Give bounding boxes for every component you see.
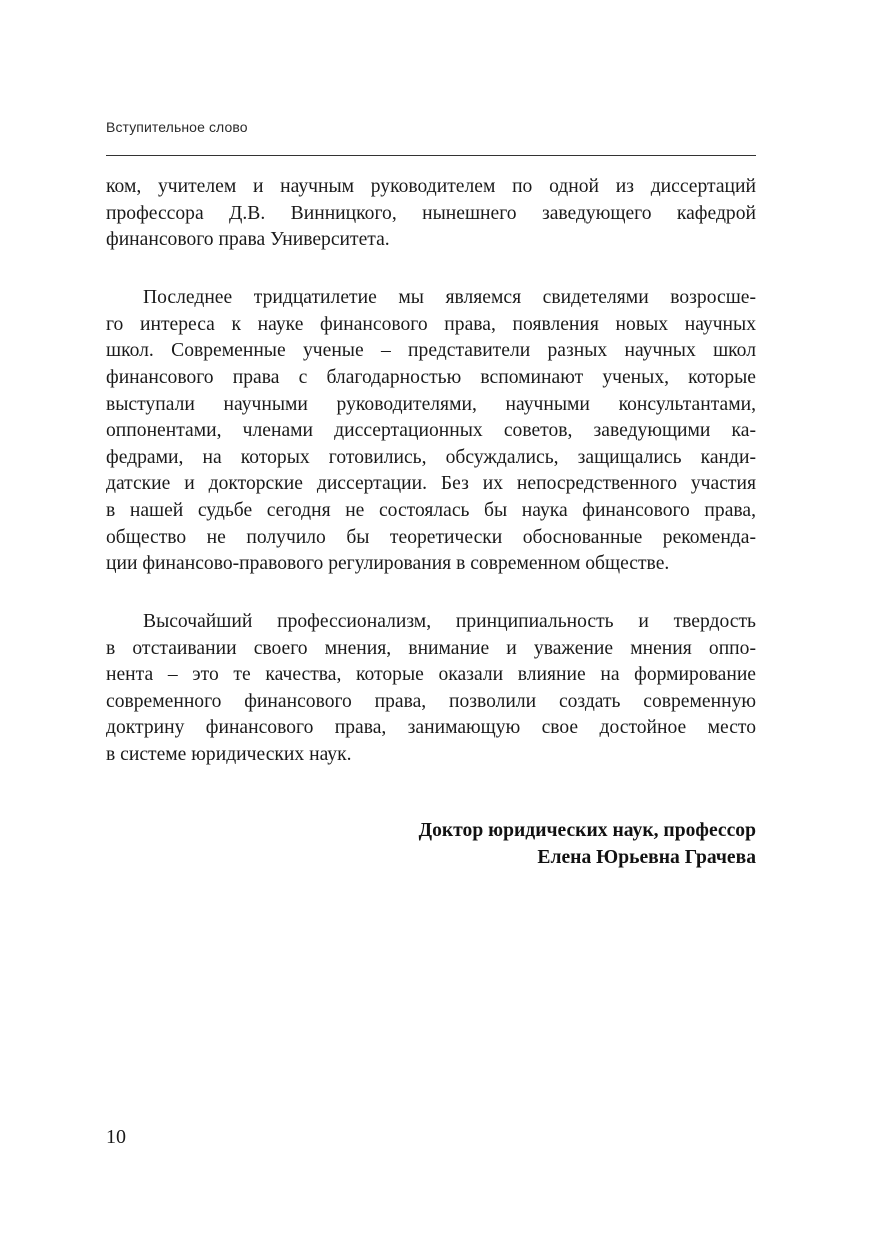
paragraph-line: школ. Современные ученые – представители разных научных школ [106, 340, 756, 362]
signature-title: Доктор юридических наук, профессор [418, 820, 756, 841]
paragraph-1 [106, 174, 756, 254]
paragraph-line: датские и докторские диссертации. Без их непосредственного участия [106, 473, 756, 495]
paragraph-3 [106, 609, 756, 769]
signature-block [419, 818, 756, 871]
paragraph-line: го интереса к науке финансового права, появления новых научных [106, 313, 756, 335]
body-text [106, 174, 756, 769]
header-rule [106, 155, 756, 156]
paragraph-line: доктрину финансового права, занимающую свое достойное место [106, 717, 756, 739]
paragraph-line: в системе юридических наук. [106, 744, 352, 766]
paragraph-line: в нашей судьбе сегодня не состоялась бы наука финансового права, [106, 499, 756, 521]
paragraph-line: нента – это те качества, которые оказали влияние на формирование [106, 664, 756, 686]
paragraph-line: профессора Д.В. Винницкого, нынешнего заведующего кафедрой [106, 202, 756, 224]
signature-name: Елена Юрьевна Грачева [537, 846, 756, 868]
running-head: Вступительное слово [106, 119, 248, 135]
paragraph-gap [106, 254, 756, 285]
paragraph-line: Последнее тридцатилетие мы являемся свидетелями возросше- [143, 287, 756, 309]
paragraph-line: выступали научными руководителями, научными консультантами, [106, 393, 756, 415]
paragraph-line: оппонентами, членами диссертационных советов, заведующими ка- [106, 420, 756, 442]
paragraph-line: современного финансового права, позволили создать современную [106, 690, 756, 712]
paragraph-line: федрами, на которых готовились, обсуждались, защищались канди- [106, 446, 756, 468]
paragraph-line: общество не получило бы теоретически обоснованные рекоменда- [106, 526, 756, 548]
page-number: 10 [106, 1126, 126, 1148]
paragraph-line: ком, учителем и научным руководителем по одной из диссертаций [106, 176, 756, 197]
paragraph-line: в отстаивании своего мнения, внимание и уважение мнения оппо- [106, 637, 756, 659]
paragraph-gap [106, 578, 756, 609]
paragraph-line: финансового права с благодарностью вспоминают ученых, которые [106, 366, 756, 388]
paragraph-line: ции финансово-правового регулирования в современном обществе. [106, 553, 670, 575]
paragraph-line: Высочайший профессионализм, принципиальность и твердость [143, 611, 756, 633]
paragraph-line: финансового права Университета. [106, 229, 390, 251]
paragraph-2 [106, 285, 756, 578]
